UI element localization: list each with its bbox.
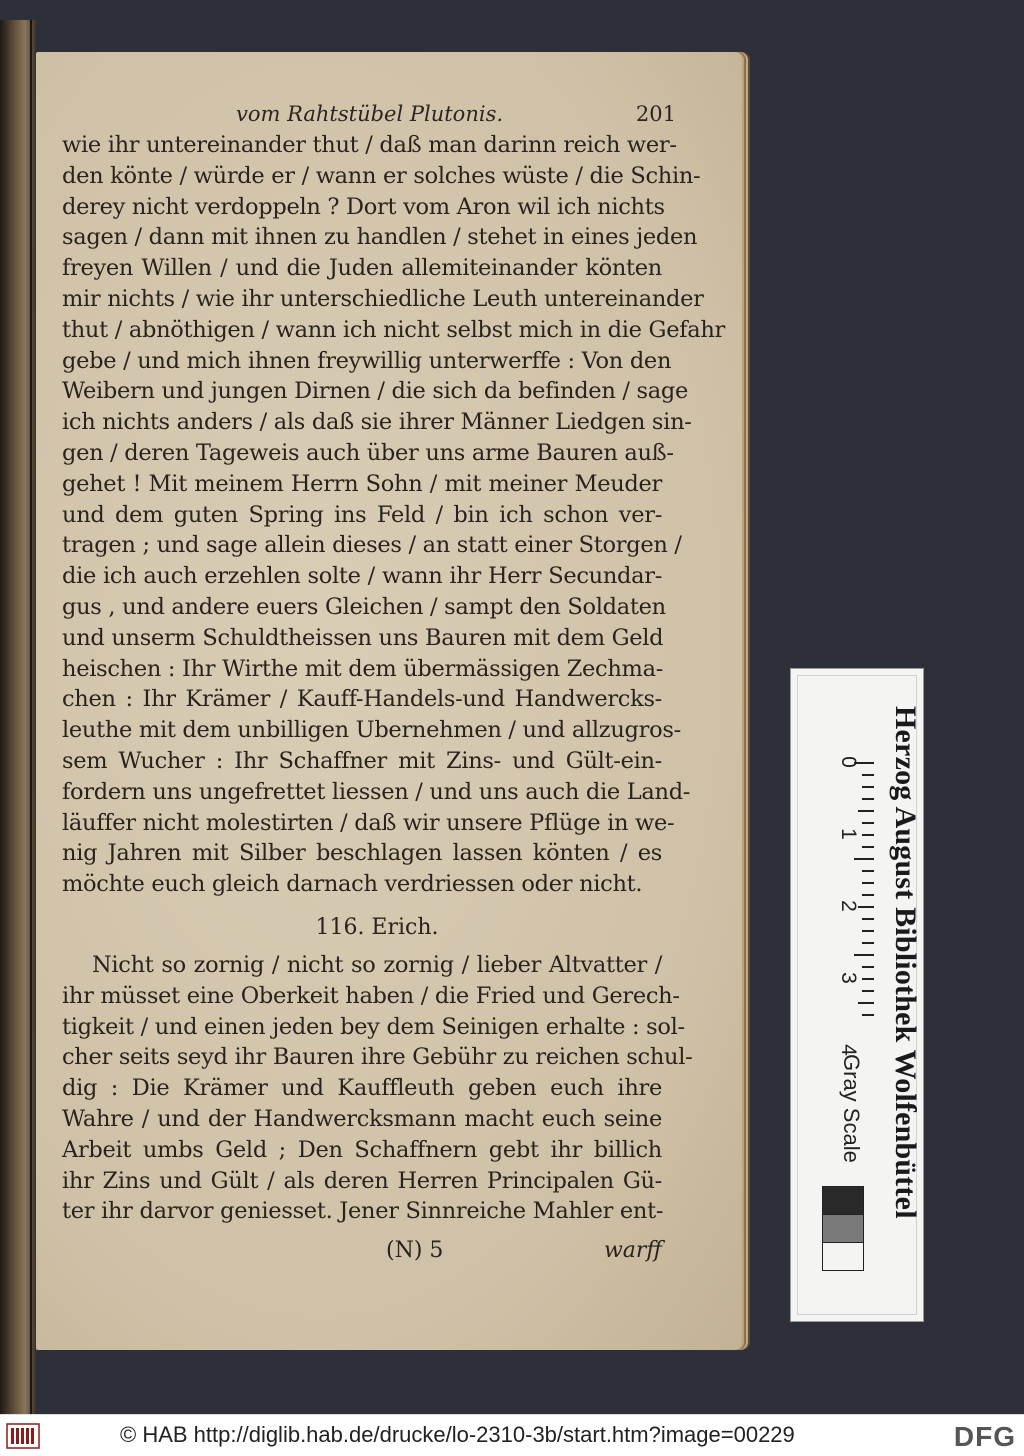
text-line: ihr Zins und Gült / als deren Herren Principalen Gü-	[62, 1167, 662, 1194]
text-line: leuthe mit dem unbilligen Ubernehmen / und allzugros-	[62, 717, 681, 744]
grayscale-label: Gray Scale	[839, 1054, 864, 1163]
text-line: nig Jahren mit Silber beschlagen lassen könten / es	[62, 840, 662, 867]
ruler-tick	[862, 930, 874, 932]
ruler-tick	[858, 810, 874, 812]
ruler-tick	[862, 786, 874, 788]
ruler-tick	[854, 858, 874, 860]
text-line: dig : Die Krämer und Kauffleuth geben euch ihre	[62, 1075, 662, 1102]
ruler-tick	[862, 894, 874, 896]
text-line: sagen / dann mit ihnen zu handlen / stehet in eines jeden	[62, 224, 698, 251]
text-line: ter ihr darvor geniesset. Jener Sinnreiche Mahler ent-	[62, 1198, 664, 1225]
ruler-tick	[862, 942, 874, 944]
ruler-tick	[862, 870, 874, 872]
text-line: möchte euch gleich darnach verdriessen oder nicht.	[62, 871, 643, 898]
ruler-tick	[862, 834, 874, 836]
text-line: die ich auch erzehlen solte / wann ihr Herr Secundar-	[62, 563, 662, 590]
text-line: Arbeit umbs Geld ; Den Schaffnern gebt ihr billich	[62, 1136, 662, 1163]
text-line: läuffer nicht molestirten / daß wir unsere Pflüge in we-	[62, 809, 675, 836]
left-page-edge	[0, 20, 36, 1414]
text-line: gehet ! Mit meinem Herrn Sohn / mit meiner Meuder	[62, 470, 662, 497]
text-line: cher seits seyd ihr Bauren ihre Gebühr zu reichen schul-	[62, 1044, 693, 1071]
text-line: und unserm Schuldtheissen uns Bauren mit dem Geld	[62, 624, 664, 651]
ruler-number: 3	[837, 972, 860, 984]
book-page	[36, 52, 742, 1350]
ruler-tick	[858, 906, 874, 908]
text-line: fordern uns ungefrettet liessen / und uns auch die Land-	[62, 778, 691, 805]
catchword: warff	[603, 1238, 662, 1263]
ruler-tick	[862, 798, 874, 800]
running-head: vom Rahtstübel Plutonis.	[236, 102, 504, 126]
text-line: tragen ; und sage allein dieses / an statt einer Storgen /	[62, 532, 682, 559]
text-line: Nicht so zornig / nicht so zornig / lieber Altvatter /	[92, 951, 662, 978]
ruler-tick	[862, 966, 874, 968]
ruler-tick	[854, 954, 874, 956]
section-heading: 116. Erich.	[315, 914, 439, 940]
text-line: thut / abnöthigen / wann ich nicht selbst mich in die Gefahr	[62, 316, 726, 343]
ruler-number: 1	[837, 828, 860, 840]
text-line: sem Wucher : Ihr Schaffner mit Zins- und Gült-ein-	[62, 747, 662, 774]
text-line: ihr müsset eine Oberkeit haben / die Fried und Gerech-	[62, 982, 680, 1009]
text-line: und dem guten Spring ins Feld / bin ich schon ver-	[62, 501, 662, 528]
text-line: wie ihr untereinander thut / daß man darinn reich wer-	[62, 132, 677, 158]
color-scale-card	[790, 668, 924, 1322]
grayscale-swatch-light	[822, 1242, 864, 1271]
footer-bar	[0, 1414, 1024, 1456]
ruler-number: 2	[837, 900, 860, 912]
text-line: gen / deren Tageweis auch über uns arme Bauren auß-	[62, 439, 674, 466]
text-line: heischen : Ihr Wirthe mit dem übermässigen Zechma-	[62, 655, 663, 682]
ruler-tick	[862, 918, 874, 920]
signature-mark: (N) 5	[386, 1238, 444, 1263]
ruler-tick	[862, 978, 874, 980]
ruler-tick	[862, 822, 874, 824]
ruler-tick	[862, 882, 874, 884]
scale-card-frame	[797, 675, 922, 1315]
ruler-tick	[858, 1002, 874, 1004]
text-line: derey nicht verdoppeln ? Dort vom Aron wil ich nichts	[62, 193, 665, 220]
ruler-tick	[862, 846, 874, 848]
hab-logo-icon	[6, 1423, 40, 1449]
text-line: gus , und andere euers Gleichen / sampt den Soldaten	[62, 593, 666, 620]
grayscale-swatch-mid	[822, 1214, 864, 1243]
ruler-tick	[862, 990, 874, 992]
dfg-logo: DFG	[953, 1421, 1016, 1452]
ruler-tick	[862, 774, 874, 776]
text-line: mir nichts / wie ihr unterschiedliche Leuth untereinander	[62, 285, 704, 312]
page-header	[236, 102, 676, 132]
text-line: ich nichts anders / als daß sie ihrer Männer Liedgen sin-	[62, 409, 692, 436]
text-line: freyen Willen / und die Juden allemiteinander könten	[62, 255, 662, 282]
text-line: tigkeit / und einen jeden bey dem Seinigen erhalte : sol-	[62, 1013, 685, 1040]
page-number: 201	[635, 102, 676, 126]
grayscale-swatch-dark	[822, 1186, 864, 1215]
text-line: chen : Ihr Krämer / Kauff-Handels-und Handwercks-	[62, 686, 662, 713]
text-block	[62, 130, 726, 1227]
copyright-link[interactable]: © HAB http://diglib.hab.de/drucke/lo-2310-3b/start.htm?image=00229	[120, 1422, 795, 1447]
ruler-number: 0	[837, 756, 860, 768]
page-footer	[386, 1238, 662, 1272]
text-line: den könte / würde er / wann er solches wüste / die Schin-	[62, 162, 701, 189]
ruler-tick	[862, 1014, 874, 1016]
text-line: Weibern und jungen Dirnen / die sich da befinden / sage	[62, 378, 688, 405]
text-line: gebe / und mich ihnen freywillig unterwerffe : Von den	[62, 347, 672, 374]
institution-label: Herzog August Bibliothek Wolfenbüttel	[889, 706, 922, 1219]
ruler-number: 4	[837, 1044, 860, 1056]
ruler	[837, 716, 874, 1056]
text-line: Wahre / und der Handwercksmann macht euch seine	[62, 1105, 662, 1132]
